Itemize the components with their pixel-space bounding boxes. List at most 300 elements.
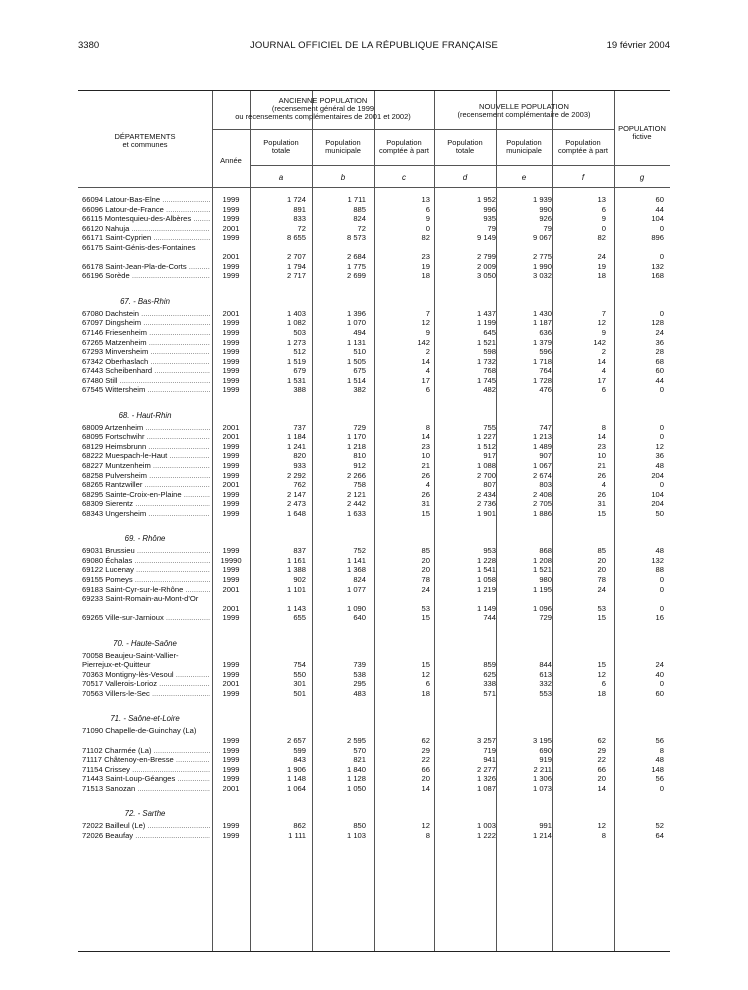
population-municipale-old: 2 266 [346, 470, 366, 480]
population-apart-new: 9 [601, 328, 606, 338]
table-row [78, 509, 670, 519]
year: 1999 [222, 233, 240, 243]
population-municipale-old: 824 [353, 214, 366, 224]
population-apart-old: 26 [421, 489, 430, 499]
population-fictive: 36 [655, 337, 664, 347]
population-fictive: 48 [655, 755, 664, 765]
population-fictive: 132 [651, 555, 664, 565]
population-totale-old: 762 [293, 480, 306, 490]
population-municipale-new: 803 [539, 480, 552, 490]
population-totale-new: 338 [483, 679, 496, 689]
population-municipale-old: 382 [353, 385, 366, 395]
population-apart-old: 14 [421, 432, 430, 442]
year: 1999 [222, 385, 240, 395]
population-totale-new: 1 952 [476, 195, 496, 204]
population-totale-old: 679 [293, 366, 306, 376]
population-totale-old: 843 [293, 755, 306, 765]
population-fictive: 56 [655, 735, 664, 745]
population-totale-new: 1 512 [476, 441, 496, 451]
population-totale-new: 859 [483, 660, 496, 670]
population-municipale-new: 1 489 [532, 441, 552, 451]
population-fictive: 28 [655, 347, 664, 357]
table-row [78, 565, 670, 575]
year: 1999 [222, 204, 240, 214]
population-apart-old: 0 [425, 223, 430, 233]
population-apart-new: 26 [597, 489, 606, 499]
year: 1999 [222, 356, 240, 366]
population-municipale-new: 9 067 [532, 233, 552, 243]
year: 1999 [222, 441, 240, 451]
population-apart-new: 78 [597, 574, 606, 584]
col-header-municipale-new: Population municipale [506, 138, 542, 155]
population-municipale-old: 510 [353, 347, 366, 357]
population-municipale-old: 1 505 [346, 356, 366, 366]
population-apart-old: 66 [421, 764, 430, 774]
commune-name: 68222 Muespach-le-Haut ..... [82, 451, 210, 461]
population-totale-new: 79 [487, 223, 496, 233]
population-apart-new: 85 [597, 546, 606, 556]
population-municipale-new: 553 [539, 688, 552, 698]
commune-name: 68309 Sierentz ..... [82, 499, 210, 509]
population-apart-new: 24 [597, 252, 606, 262]
population-totale-new: 2 736 [476, 499, 496, 509]
department-title: 70. - Haute-Saône [113, 638, 177, 648]
population-apart-old: 85 [421, 546, 430, 556]
column-letter: g [639, 173, 645, 182]
population-totale-old: 301 [293, 679, 306, 689]
year: 2001 [222, 223, 240, 233]
population-totale-old: 1 082 [286, 318, 306, 328]
column-letter: c [402, 173, 406, 182]
population-totale-old: 1 724 [286, 195, 306, 204]
population-municipale-new: 1 521 [532, 565, 552, 575]
population-apart-old: 26 [421, 470, 430, 480]
departements-header: DÉPARTEMENTS et communes [114, 132, 176, 149]
year: 1999 [222, 195, 240, 204]
population-totale-old: 1 064 [286, 783, 306, 793]
population-fictive: 0 [659, 480, 664, 490]
population-municipale-old: 1 711 [347, 195, 366, 204]
population-municipale-new: 764 [539, 366, 552, 376]
population-fictive: 64 [655, 830, 664, 840]
population-apart-new: 8 [601, 830, 606, 840]
population-apart-new: 21 [597, 461, 606, 471]
population-totale-new: 625 [483, 669, 496, 679]
col-header-apart-new: Population comptée à part [557, 138, 609, 155]
year: 1999 [222, 735, 240, 745]
column-letter: a [278, 173, 284, 182]
population-apart-new: 9 [601, 214, 606, 224]
table-row [78, 451, 670, 461]
population-municipale-new: 991 [539, 821, 552, 831]
table-row [78, 679, 670, 689]
commune-name: 71102 Charmée (La) ..... [82, 746, 210, 756]
population-fictive: 68 [655, 356, 664, 366]
population-apart-old: 4 [425, 366, 430, 376]
department-title: 68. - Haut-Rhin [118, 410, 172, 420]
population-fictive: 0 [659, 432, 664, 442]
population-fictive: 50 [655, 508, 664, 518]
page-header [78, 40, 670, 54]
population-fictive: 60 [655, 195, 664, 204]
year: 1999 [222, 755, 240, 765]
department-title: 71. - Saône-et-Loire [110, 714, 180, 724]
commune-name: 67265 Matzenheim ..... [82, 338, 210, 348]
population-municipale-new: 926 [539, 214, 552, 224]
population-municipale-new: 1 073 [532, 783, 552, 793]
population-fictive: 24 [655, 328, 664, 338]
table-row [78, 831, 670, 841]
department-title: 72. - Sarthe [124, 809, 166, 819]
population-fictive: 104 [651, 214, 664, 224]
table-row [78, 726, 670, 745]
table-row [78, 271, 670, 281]
population-apart-old: 78 [421, 574, 430, 584]
year: 1999 [222, 688, 240, 698]
commune-name: 67443 Scheibenhard ..... [82, 366, 210, 376]
population-apart-old: 82 [421, 233, 430, 243]
year: 1999 [222, 499, 240, 509]
population-municipale-new: 2 408 [532, 489, 552, 499]
population-apart-old: 12 [421, 669, 430, 679]
population-totale-new: 1 087 [476, 783, 496, 793]
population-apart-old: 142 [417, 337, 430, 347]
population-apart-new: 8 [601, 422, 606, 432]
population-apart-old: 15 [421, 660, 430, 670]
population-fictive: 48 [655, 461, 664, 471]
year: 2001 [222, 584, 240, 594]
population-apart-old: 20 [421, 565, 430, 575]
population-municipale-new: 907 [539, 451, 552, 461]
department-title: 67. - Bas-Rhin [120, 296, 170, 306]
population-totale-new: 744 [483, 613, 496, 623]
table-row [78, 490, 670, 500]
population-apart-new: 20 [597, 565, 606, 575]
population-apart-new: 62 [597, 735, 606, 745]
table-row [78, 499, 670, 509]
commune-name: 67293 Minversheim ..... [82, 347, 210, 357]
population-fictive: 48 [655, 546, 664, 556]
commune-name: 69265 Ville-sur-Jarnioux ..... [82, 613, 210, 623]
commune-name: 69080 Échalas ..... [82, 556, 210, 566]
table-row [78, 347, 670, 357]
population-apart-old: 6 [425, 679, 430, 689]
population-totale-old: 2 292 [286, 470, 306, 480]
population-municipale-old: 1 633 [346, 508, 366, 518]
population-totale-new: 1 199 [476, 318, 496, 328]
population-municipale-new: 1 213 [532, 432, 552, 442]
population-totale-new: 571 [483, 688, 496, 698]
population-fictive: 168 [651, 271, 664, 281]
commune-name: 69183 Saint-Cyr-sur-le-Rhône ..... [82, 585, 210, 595]
population-totale-new: 3 257 [476, 735, 496, 745]
year: 1999 [222, 366, 240, 376]
population-apart-new: 6 [601, 204, 606, 214]
population-apart-new: 18 [597, 271, 606, 281]
commune-name: 68295 Sainte-Croix-en-Plaine ..... [82, 490, 210, 500]
table-row [78, 556, 670, 566]
population-municipale-old: 1 775 [346, 261, 366, 271]
population-municipale-old: 2 699 [346, 271, 366, 281]
population-totale-new: 2 799 [476, 252, 496, 262]
year: 1999 [222, 375, 240, 385]
population-apart-new: 13 [597, 195, 606, 204]
population-apart-old: 21 [421, 461, 430, 471]
commune-name: 68095 Fortschwihr ..... [82, 432, 210, 442]
commune-name: 67545 Wittersheim ..... [82, 385, 210, 395]
year: 1999 [222, 451, 240, 461]
population-fictive: 56 [655, 774, 664, 784]
population-municipale-new: 1 214 [532, 830, 552, 840]
commune-name: 68258 Pulversheim ..... [82, 471, 210, 481]
commune-name: 69122 Lucenay ..... [82, 565, 210, 575]
commune-name: 70058 Beaujeu-Saint-Vallier-Pierrejux-et-Quitteur [82, 650, 179, 670]
year: 1999 [222, 546, 240, 556]
column-letter: e [521, 173, 527, 182]
population-totale-old: 820 [293, 451, 306, 461]
population-apart-new: 15 [597, 613, 606, 623]
population-totale-new: 935 [483, 214, 496, 224]
population-municipale-new: 1 990 [532, 261, 552, 271]
population-municipale-new: 2 705 [532, 499, 552, 509]
population-totale-old: 1 111 [288, 830, 306, 840]
population-fictive: 0 [659, 385, 664, 395]
population-municipale-new: 919 [539, 755, 552, 765]
population-apart-old: 10 [421, 451, 430, 461]
population-municipale-old: 1 218 [346, 441, 366, 451]
year: 1999 [222, 347, 240, 357]
population-fictive: 12 [655, 441, 664, 451]
population-fictive: 8 [659, 745, 664, 755]
population-municipale-old: 1 103 [346, 830, 366, 840]
column-letter: d [462, 173, 468, 182]
commune-name: 67146 Friesenheim ..... [82, 328, 210, 338]
population-apart-old: 18 [421, 271, 430, 281]
commune-name: 66096 Latour-de-France ..... [82, 205, 210, 215]
table-row [78, 376, 670, 386]
population-fictive: 60 [655, 366, 664, 376]
population-municipale-old: 1 131 [346, 337, 366, 347]
commune-name: 66115 Montesquieu-des-Albères ..... [82, 214, 210, 224]
population-totale-new: 2 434 [476, 489, 496, 499]
commune-name: 69155 Pomeys ..... [82, 575, 210, 585]
population-totale-old: 2 657 [286, 735, 306, 745]
population-municipale-old: 739 [353, 660, 366, 670]
population-municipale-old: 1 514 [346, 375, 366, 385]
population-totale-new: 2 009 [476, 261, 496, 271]
population-apart-new: 18 [597, 688, 606, 698]
population-municipale-new: 2 775 [532, 252, 552, 262]
population-totale-old: 72 [297, 223, 306, 233]
year: 1999 [222, 830, 240, 840]
population-fictive: 0 [659, 223, 664, 233]
population-fictive: 0 [659, 422, 664, 432]
population-apart-new: 14 [597, 432, 606, 442]
population-apart-new: 6 [601, 385, 606, 395]
population-municipale-new: 980 [539, 574, 552, 584]
year: 2001 [222, 252, 240, 262]
population-apart-new: 15 [597, 508, 606, 518]
table-row [78, 821, 670, 831]
population-totale-new: 645 [483, 328, 496, 338]
population-apart-new: 7 [601, 308, 606, 318]
table-row [78, 423, 670, 433]
population-municipale-new: 1 728 [532, 375, 552, 385]
population-municipale-new: 1 379 [532, 337, 552, 347]
commune-name: 70563 Villers-le-Sec ..... [82, 689, 210, 699]
commune-name: 66171 Saint-Cyprien ..... [82, 233, 210, 243]
year: 2001 [222, 480, 240, 490]
year: 1999 [222, 574, 240, 584]
population-apart-old: 8 [425, 422, 430, 432]
population-totale-old: 862 [293, 821, 306, 831]
population-municipale-old: 1 396 [346, 308, 366, 318]
population-totale-new: 917 [483, 451, 496, 461]
population-apart-new: 24 [597, 584, 606, 594]
population-municipale-new: 844 [539, 660, 552, 670]
population-totale-new: 953 [483, 546, 496, 556]
population-municipale-old: 810 [353, 451, 366, 461]
population-municipale-new: 1 430 [532, 308, 552, 318]
population-municipale-old: 1 170 [346, 432, 366, 442]
population-totale-old: 1 403 [286, 308, 306, 318]
population-municipale-new: 613 [539, 669, 552, 679]
population-apart-old: 31 [421, 499, 430, 509]
col-header-apart-old: Population comptée à part [378, 138, 430, 155]
population-apart-new: 142 [593, 337, 606, 347]
population-municipale-old: 1 128 [346, 774, 366, 784]
population-totale-old: 754 [293, 660, 306, 670]
year: 2001 [222, 603, 240, 613]
population-totale-new: 768 [483, 366, 496, 376]
table-row [78, 357, 670, 367]
annee-header: Année [220, 156, 242, 165]
commune-name: 67097 Dingsheim ..... [82, 318, 210, 328]
population-municipale-old: 494 [353, 328, 366, 338]
table-row [78, 385, 670, 395]
population-totale-old: 1 388 [286, 565, 306, 575]
year: 1999 [222, 745, 240, 755]
table-row [78, 214, 670, 224]
col-header-municipale-old: Population municipale [325, 138, 361, 155]
population-totale-old: 891 [293, 204, 306, 214]
population-apart-old: 12 [421, 318, 430, 328]
population-municipale-new: 729 [539, 613, 552, 623]
population-apart-old: 6 [425, 204, 430, 214]
population-apart-new: 15 [597, 660, 606, 670]
population-municipale-old: 758 [353, 480, 366, 490]
population-apart-old: 23 [421, 441, 430, 451]
population-apart-new: 66 [597, 764, 606, 774]
population-fictive: 896 [651, 233, 664, 243]
population-totale-old: 737 [293, 422, 306, 432]
population-municipale-new: 476 [539, 385, 552, 395]
table-row [78, 442, 670, 452]
population-totale-old: 512 [293, 347, 306, 357]
population-fictive: 0 [659, 308, 664, 318]
population-totale-old: 902 [293, 574, 306, 584]
table-row [78, 318, 670, 328]
population-municipale-old: 2 595 [346, 735, 366, 745]
population-apart-new: 4 [601, 366, 606, 376]
table-row [78, 480, 670, 490]
population-municipale-old: 483 [353, 688, 366, 698]
population-totale-old: 1 273 [286, 337, 306, 347]
population-totale-new: 1 521 [476, 337, 496, 347]
year: 1999 [222, 461, 240, 471]
population-apart-new: 6 [601, 679, 606, 689]
commune-name: 69031 Brussieu ..... [82, 546, 210, 556]
population-apart-new: 12 [597, 821, 606, 831]
table-row [78, 262, 670, 272]
commune-name: 66175 Saint-Génis-des-Fontaines [82, 242, 196, 252]
commune-name: 69233 Saint-Romain-au-Mont-d'Or [82, 594, 199, 604]
population-totale-old: 1 648 [286, 508, 306, 518]
commune-name: 68343 Ungersheim ..... [82, 509, 210, 519]
population-fictive: 24 [655, 660, 664, 670]
population-totale-new: 2 277 [476, 764, 496, 774]
col-header-totale-new: Population totale [447, 138, 483, 155]
journal-title: JOURNAL OFFICIEL DE LA RÉPUBLIQUE FRANÇAISE [249, 40, 499, 51]
population-apart-old: 6 [425, 385, 430, 395]
year: 1999 [222, 489, 240, 499]
commune-name: 67480 Still ..... [82, 376, 210, 386]
population-totale-old: 1 241 [286, 441, 306, 451]
population-municipale-new: 1 208 [532, 555, 552, 565]
table-row [78, 613, 670, 623]
population-apart-new: 4 [601, 480, 606, 490]
year: 1999 [222, 565, 240, 575]
table-row [78, 309, 670, 319]
year: 1999 [222, 774, 240, 784]
population-municipale-new: 990 [539, 204, 552, 214]
population-totale-old: 1 519 [286, 356, 306, 366]
table-row [78, 670, 670, 680]
population-totale-old: 1 906 [286, 764, 306, 774]
table-row [78, 765, 670, 775]
population-apart-old: 9 [425, 328, 430, 338]
year: 2001 [222, 679, 240, 689]
population-municipale-old: 2 442 [346, 499, 366, 509]
population-municipale-old: 1 070 [346, 318, 366, 328]
population-apart-old: 9 [425, 214, 430, 224]
population-apart-old: 23 [421, 252, 430, 262]
nouvelle-population-header: NOUVELLE POPULATION (recensement complémentaire de 2003) [457, 102, 591, 119]
population-municipale-old: 538 [353, 669, 366, 679]
table-row [78, 243, 670, 262]
population-totale-old: 837 [293, 546, 306, 556]
population-totale-new: 1 901 [476, 508, 496, 518]
population-fictive: 0 [659, 584, 664, 594]
table-row [78, 233, 670, 243]
year: 1999 [222, 328, 240, 338]
commune-name: 67342 Oberhaslach ..... [82, 357, 210, 367]
population-totale-old: 1 531 [286, 375, 306, 385]
population-municipale-new: 1 718 [532, 356, 552, 366]
table-row [78, 205, 670, 215]
population-fictive: 0 [659, 603, 664, 613]
year: 2001 [222, 422, 240, 432]
population-municipale-old: 850 [353, 821, 366, 831]
year: 1999 [222, 318, 240, 328]
population-totale-new: 807 [483, 480, 496, 490]
population-totale-new: 755 [483, 422, 496, 432]
table-row [78, 651, 670, 670]
population-table [78, 90, 670, 952]
population-totale-old: 1 184 [286, 432, 306, 442]
population-municipale-new: 3 195 [532, 735, 552, 745]
population-totale-new: 1 228 [476, 555, 496, 565]
